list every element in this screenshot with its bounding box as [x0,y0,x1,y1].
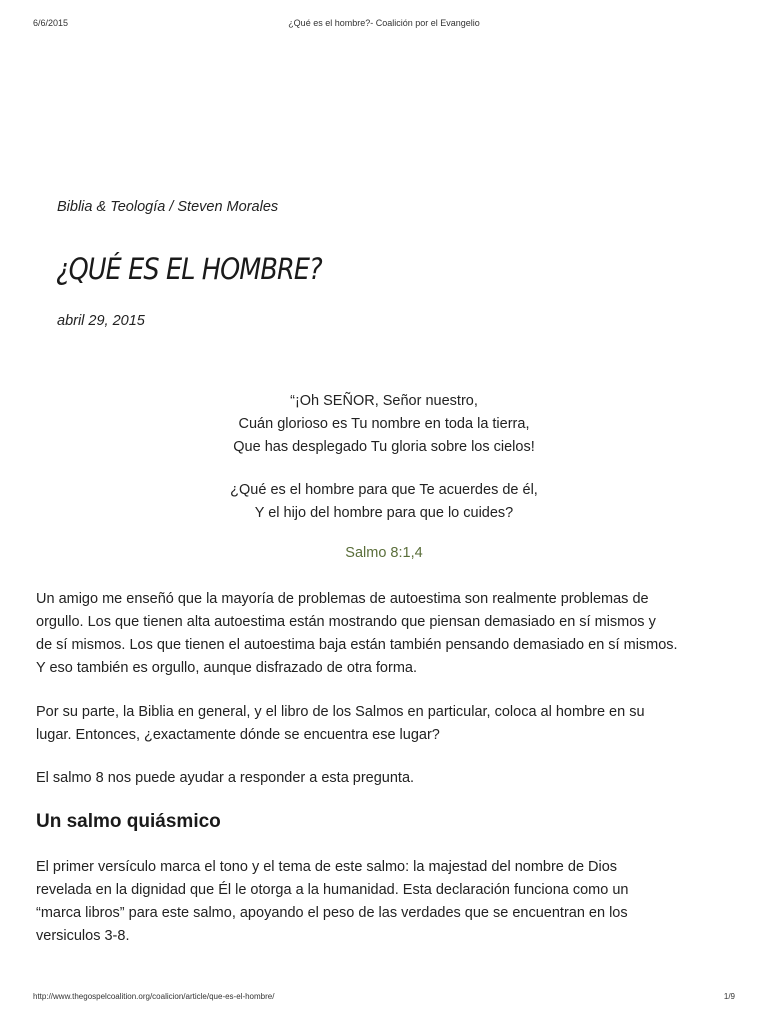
verse-line: Y el hijo del hombre para que lo cuides? [254,505,514,521]
article-date: abril 29, 2015 [57,313,145,329]
print-url: http://www.thegospelcoalition.org/coalicion/article/que-es-el-hombre/ [33,992,275,1001]
verse-line: Que has desplegado Tu gloria sobre los cielos! [233,439,535,455]
page-title: ¿QUÉ ES EL HOMBRE? [56,252,322,286]
verse-reference [0,545,768,561]
paragraph-line: “marca libros” para este salmo, apoyando el peso de las verdades que se encuentran en los [36,905,628,921]
paragraph-line: lugar. Entonces, ¿exactamente dónde se encuentra ese lugar? [36,727,440,743]
paragraph-line: El primer versículo marca el tono y el tema de este salmo: la majestad del nombre de Dios [36,859,618,875]
verse-block-1 [0,390,768,459]
article-meta [57,199,278,215]
page-number: 1/9 [723,992,735,1001]
section-heading: Un salmo quiásmico [36,811,221,832]
paragraph-line: El salmo 8 nos puede ayudar a responder a esta pregunta. [36,770,415,786]
author-link[interactable]: Steven Morales [177,199,279,215]
print-date: 6/6/2015 [33,18,69,28]
paragraph-line: Y eso también es orgullo, aunque disfrazado de otra forma. [36,660,417,676]
paragraph-line: Un amigo me enseñó que la mayoría de problemas de autoestima son realmente problemas de [36,591,649,607]
paragraph-line: versiculos 3-8. [36,928,130,944]
body-paragraph [36,701,736,747]
verse-reference-link[interactable]: Salmo 8:1,4 [345,545,423,561]
body-paragraph [36,856,736,948]
body-paragraph [36,588,736,680]
category-link[interactable]: Biblia & Teología [57,199,166,215]
meta-separator: / [165,199,178,215]
print-page-title: ¿Qué es el hombre?- Coalición por el Evangelio [288,18,480,28]
print-header [33,18,735,32]
verse-block-2 [0,479,768,525]
paragraph-line: revelada en la dignidad que Él le otorga a la humanidad. Esta declaración funciona como un [36,882,629,898]
paragraph-line: Por su parte, la Biblia en general, y el libro de los Salmos en particular, coloca al hombre en su [36,704,645,720]
print-footer [33,992,735,1006]
verse-line: ¿Qué es el hombre para que Te acuerdes de él, [230,482,538,498]
verse-line: Cuán glorioso es Tu nombre en toda la tierra, [238,416,530,432]
paragraph-line: de sí mismos. Los que tienen el autoestima baja están también pensando demasiado en sí mismos. [36,637,678,653]
body-paragraph [36,767,736,790]
paragraph-line: orgullo. Los que tienen alta autoestima están mostrando que piensan demasiado en sí mismos y [36,614,656,630]
verse-line: “¡Oh SEÑOR, Señor nuestro, [290,393,478,409]
